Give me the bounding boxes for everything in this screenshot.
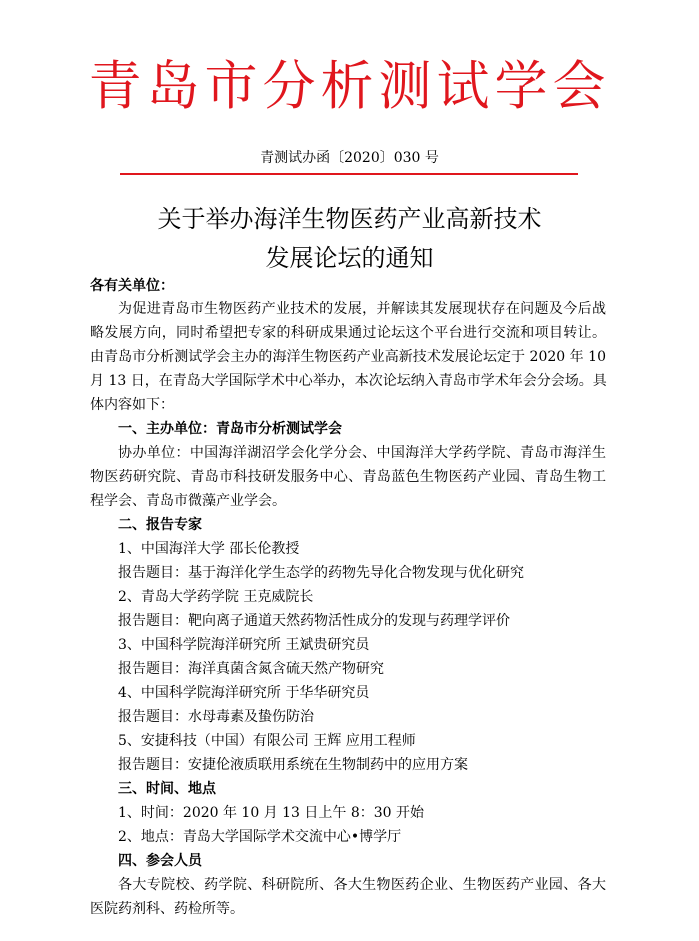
section-heading-attendees: 四、参会人员 (118, 853, 202, 869)
expert-name: 5、安捷科技（中国）有限公司 王辉 应用工程师 (118, 733, 416, 749)
expert-report-topic: 报告题目：靶向离子通道天然药物活性成分的发现与药理学评价 (118, 613, 510, 629)
intro-line-5: 体内容如下： (90, 397, 174, 413)
section-heading-organizer: 一、主办单位：青岛市分析测试学会 (118, 421, 342, 437)
section-heading-experts: 二、报告专家 (118, 517, 202, 533)
expert-report-topic: 报告题目：水母毒素及蛰伤防治 (118, 709, 314, 725)
expert-name: 2、青岛大学药学院 王克威院长 (118, 589, 314, 605)
document-number: 青测试办函〔2020〕030 号 (260, 150, 439, 166)
intro-line-4: 月 13 日，在青岛大学国际学术中心举办，本次论坛纳入青岛市学术年会分会场。具 (90, 373, 607, 389)
co-organizers-line-1: 协办单位：中国海洋湖沼学会化学分会、中国海洋大学药学院、青岛市海洋生 (118, 445, 606, 461)
intro-line-1: 为促进青岛市生物医药产业技术的发展，并解读其发展现状存在问题及今后战 (118, 301, 606, 317)
expert-name: 3、中国科学院海洋研究所 王斌贵研究员 (118, 637, 370, 653)
event-time: 1、时间：2020 年 10 月 13 日上午 8：30 开始 (118, 805, 425, 821)
salutation: 各有关单位： (90, 278, 174, 294)
section-heading-time-place: 三、时间、地点 (118, 781, 216, 797)
attendees-line-2: 医院药剂科、药检所等。 (90, 901, 244, 917)
expert-name: 1、中国海洋大学 邵长伦教授 (118, 541, 300, 557)
notice-title-line-1: 关于举办海洋生物医药产业高新技术 (157, 205, 542, 233)
attendees-line-1: 各大专院校、药学院、科研院所、各大生物医药企业、生物医药产业园、各大 (118, 877, 606, 893)
organization-masthead: 青岛市分析测试学会 (88, 56, 611, 117)
co-organizers-line-3: 程学会、青岛市微藻产业学会。 (90, 493, 286, 509)
expert-report-topic: 报告题目：基于海洋化学生态学的药物先导化合物发现与优化研究 (118, 565, 524, 581)
co-organizers-line-2: 物医药研究院、青岛市科技研发服务中心、青岛蓝色生物医药产业园、青岛生物工 (90, 469, 606, 485)
expert-report-topic: 报告题目：安捷伦液质联用系统在生物制药中的应用方案 (118, 757, 468, 773)
expert-name: 4、中国科学院海洋研究所 于华华研究员 (118, 685, 370, 701)
intro-line-3: 由青岛市分析测试学会主办的海洋生物医药产业高新技术发展论坛定于 2020 年 10 (90, 349, 606, 365)
intro-line-2: 略发展方向，同时希望把专家的科研成果通过论坛这个平台进行交流和项目转让。 (90, 325, 606, 341)
expert-report-topic: 报告题目：海洋真菌含氮含硫天然产物研究 (118, 661, 384, 677)
event-place: 2、地点：青岛大学国际学术交流中心•博学厅 (118, 829, 402, 845)
header-divider (120, 173, 578, 175)
notice-title-line-2: 发展论坛的通知 (265, 244, 434, 272)
